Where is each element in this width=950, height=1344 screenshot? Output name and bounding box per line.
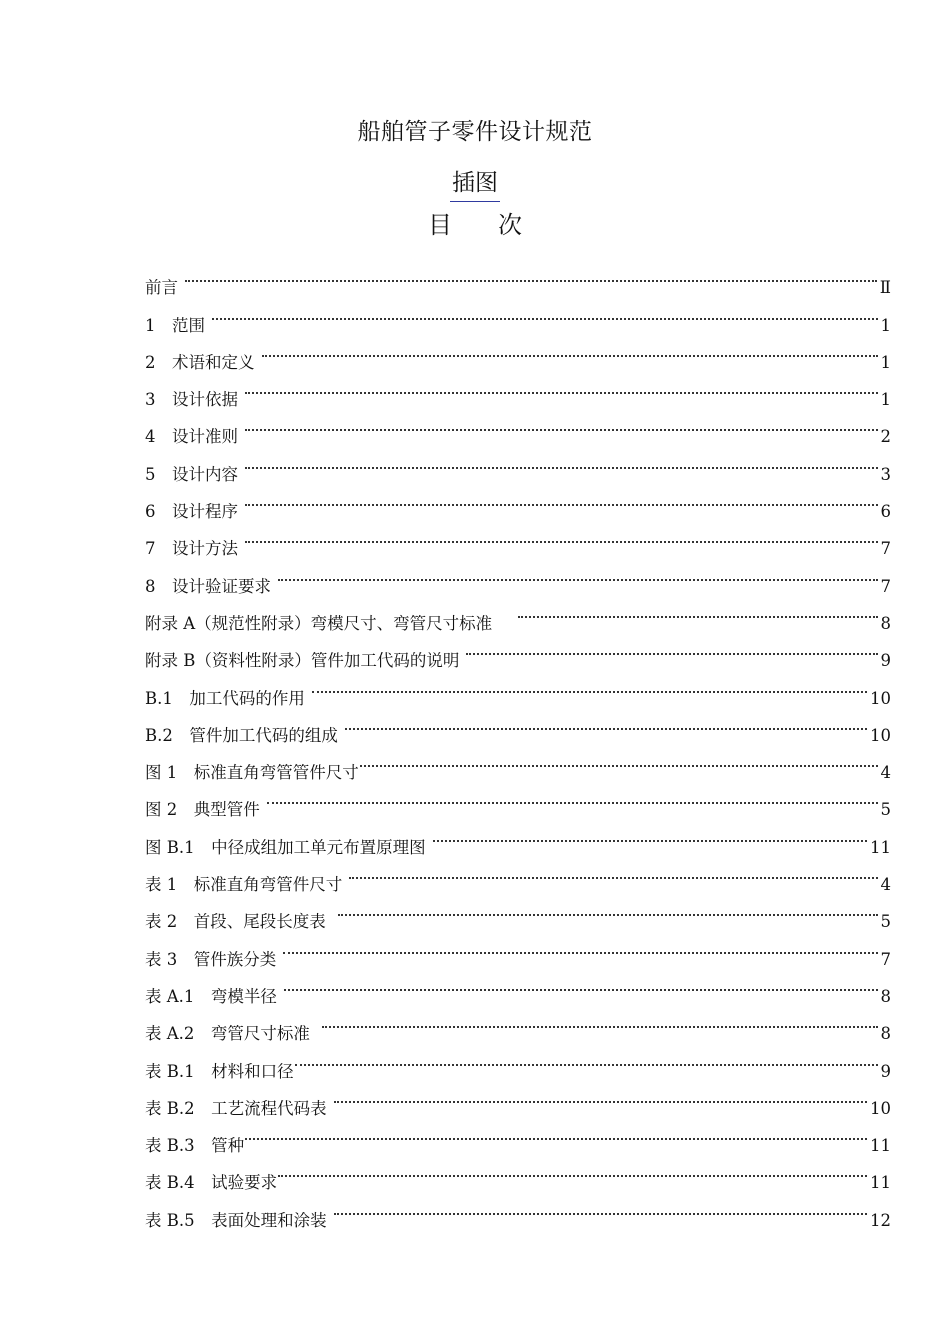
toc-dot-leader — [245, 368, 878, 405]
toc-entry-table-b4[interactable] — [145, 1151, 891, 1193]
toc-entry-page: 8 — [880, 613, 891, 633]
toc-entry-label: 表 3 管件族分类 — [145, 949, 277, 969]
toc-entry-4[interactable] — [145, 405, 891, 447]
toc-dot-leader — [334, 1188, 867, 1225]
toc-heading-right: 次 — [498, 211, 522, 239]
toc-entry-label: 表 A.1 弯模半径 — [145, 986, 277, 1006]
toc-entry-page: 10 — [870, 688, 891, 708]
toc-entry-label: 表 1 标准直角弯管件尺寸 — [145, 875, 343, 895]
toc-entry-2[interactable] — [145, 331, 891, 372]
toc-entry-page: 5 — [880, 912, 891, 932]
toc-entry-page: 2 — [880, 427, 891, 447]
toc-entry-page: 4 — [880, 875, 891, 895]
toc-entry-page: 10 — [870, 1098, 891, 1118]
toc-heading — [0, 205, 950, 245]
toc-dot-leader — [360, 741, 878, 778]
toc-dot-leader — [245, 480, 878, 517]
toc-entry-page: 5 — [880, 800, 891, 820]
table-of-contents — [145, 256, 891, 1230]
toc-entry-label: 2 术语和定义 — [145, 352, 255, 372]
toc-entry-1[interactable] — [145, 293, 891, 335]
toc-entry-page: 6 — [880, 502, 891, 522]
illustrations-link-row — [0, 166, 950, 202]
toc-entry-page: 7 — [880, 539, 891, 559]
toc-entry-label: 表 B.2 工艺流程代码表 — [145, 1098, 327, 1118]
toc-dot-leader — [262, 331, 878, 368]
toc-dot-leader — [245, 442, 878, 479]
toc-entry-page: 4 — [880, 763, 891, 783]
toc-entry-label: 8 设计验证要求 — [145, 576, 271, 596]
toc-entry-6[interactable] — [145, 480, 891, 522]
toc-entry-label: 6 设计程序 — [145, 502, 238, 522]
toc-entry-label: 1 范围 — [145, 315, 205, 335]
toc-entry-page: 11 — [870, 1173, 891, 1193]
toc-entry-label: 前言 — [145, 278, 178, 298]
toc-entry-label: 图 1 标准直角弯管管件尺寸 — [145, 763, 359, 783]
toc-entry-3[interactable] — [145, 368, 891, 410]
toc-entry-label: 4 设计准则 — [145, 427, 238, 447]
toc-entry-page: 10 — [870, 725, 891, 745]
toc-entry-label: 表 2 首段、尾段长度表 — [145, 912, 326, 932]
toc-entry-label: 附录 B（资料性附录）管件加工代码的说明 — [145, 651, 460, 671]
toc-entry-label: 表 B.3 管种 — [145, 1136, 245, 1156]
toc-dot-leader — [283, 927, 877, 964]
toc-entry-page: 7 — [880, 949, 891, 969]
toc-entry-label: 图 B.1 中径成组加工单元布置原理图 — [145, 837, 426, 857]
toc-entry-page: 8 — [880, 986, 891, 1006]
toc-dot-leader — [278, 554, 878, 591]
toc-entry-page: 11 — [870, 837, 891, 857]
document-title: 船舶管子零件设计规范 — [357, 119, 593, 145]
toc-entry-label: B.2 管件加工代码的组成 — [145, 725, 338, 745]
toc-dot-leader — [349, 853, 877, 890]
toc-entry-7[interactable] — [145, 517, 891, 559]
toc-entry-label: 图 2 典型管件 — [145, 800, 260, 820]
toc-dot-leader — [245, 405, 878, 442]
toc-entry-page: 9 — [880, 651, 891, 671]
toc-entry-table-b3[interactable] — [145, 1114, 891, 1156]
toc-entry-page: 3 — [880, 464, 891, 484]
toc-entry-label: 表 A.2 弯管尺寸标准 — [145, 1024, 310, 1044]
toc-dot-leader — [433, 815, 867, 852]
toc-entry-label: 表 B.4 试验要求 — [145, 1173, 278, 1193]
toc-entry-page: 9 — [880, 1061, 891, 1081]
toc-dot-leader — [295, 1039, 878, 1076]
toc-entry-label: 3 设计依据 — [145, 390, 238, 410]
toc-dot-leader — [518, 592, 877, 629]
toc-dot-leader — [212, 293, 878, 330]
toc-entry-label: B.1 加工代码的作用 — [145, 688, 305, 708]
toc-dot-leader — [278, 1151, 867, 1188]
toc-dot-leader — [185, 256, 877, 293]
toc-heading-left: 目 — [428, 211, 452, 239]
illustrations-link[interactable]: 插图 — [450, 166, 500, 202]
toc-dot-leader — [322, 1002, 878, 1039]
toc-entry-preface[interactable] — [145, 256, 891, 298]
toc-entry-page: 1 — [880, 352, 891, 372]
toc-entry-page: 12 — [870, 1210, 891, 1230]
toc-entry-page: Ⅱ — [879, 278, 891, 298]
toc-dot-leader — [338, 890, 878, 927]
toc-entry-label: 表 B.1 材料和口径 — [145, 1061, 294, 1081]
toc-entry-label: 附录 A（规范性附录）弯模尺寸、弯管尺寸标准 — [145, 613, 493, 633]
toc-entry-label: 表 B.5 表面处理和涂装 — [145, 1210, 327, 1230]
toc-entry-8[interactable] — [145, 554, 891, 596]
toc-dot-leader — [245, 517, 878, 554]
toc-dot-leader — [334, 1077, 867, 1114]
toc-entry-page: 11 — [870, 1136, 891, 1156]
toc-entry-page: 1 — [880, 315, 891, 335]
toc-dot-leader — [312, 666, 867, 703]
toc-entry-label: 7 设计方法 — [145, 539, 238, 559]
toc-entry-label: 5 设计内容 — [145, 464, 238, 484]
toc-dot-leader — [245, 1114, 867, 1151]
toc-entry-page: 1 — [880, 390, 891, 410]
toc-entry-page: 8 — [880, 1024, 891, 1044]
toc-dot-leader — [345, 704, 867, 741]
toc-dot-leader — [267, 778, 878, 815]
toc-dot-leader — [284, 965, 878, 1002]
toc-entry-5[interactable] — [145, 442, 891, 484]
toc-entry-page: 7 — [880, 576, 891, 596]
toc-dot-leader — [466, 629, 877, 666]
